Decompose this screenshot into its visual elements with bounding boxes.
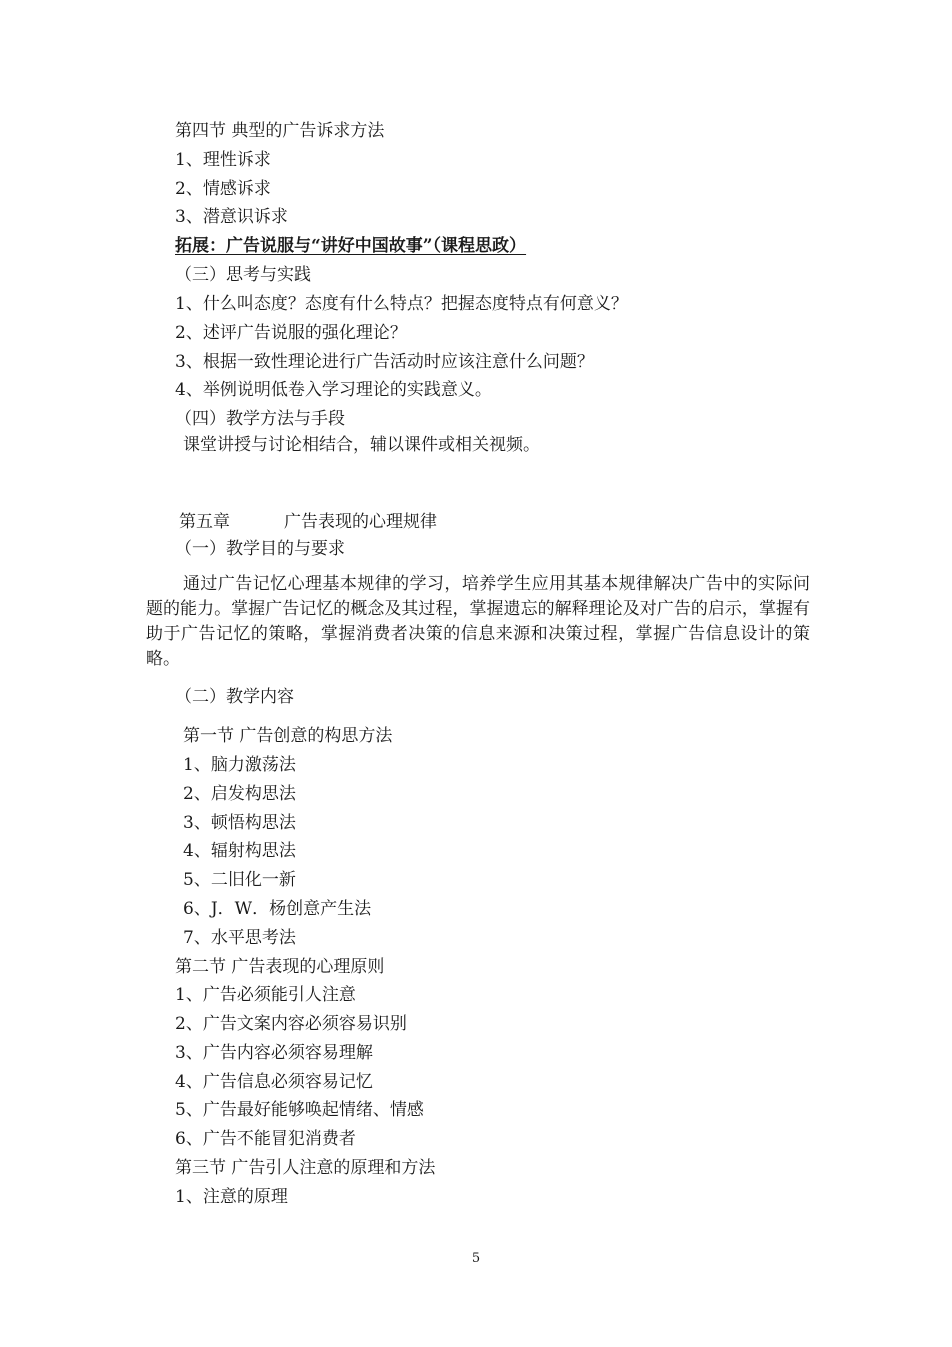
- list-item: 2、情感诉求: [175, 179, 271, 199]
- objectives-heading: （一）教学目的与要求: [175, 539, 345, 559]
- list-item: 1、什么叫态度？态度有什么特点？把握态度特点有何意义？: [175, 294, 628, 314]
- extension-heading: 拓展：广告说服与“讲好中国故事”（课程思政）: [175, 236, 527, 256]
- list-item: 2、述评广告说服的强化理论？: [175, 323, 407, 343]
- list-item: 3、潜意识诉求: [175, 207, 288, 227]
- list-item: 3、广告内容必须容易理解: [175, 1043, 373, 1063]
- list-item: 4、举例说明低卷入学习理论的实践意义。: [175, 380, 492, 400]
- list-item: 6、广告不能冒犯消费者: [175, 1129, 356, 1149]
- list-item: 2、启发构思法: [183, 784, 296, 804]
- list-item: 6、J．W．杨创意产生法: [183, 899, 372, 919]
- section-heading: 第二节 广告表现的心理原则: [175, 957, 385, 977]
- list-item: 4、广告信息必须容易记忆: [175, 1072, 373, 1092]
- list-item: 1、注意的原理: [175, 1187, 288, 1207]
- list-item: 2、广告文案内容必须容易识别: [175, 1014, 407, 1034]
- list-item: 1、理性诉求: [175, 150, 271, 170]
- list-item: 7、水平思考法: [183, 928, 296, 948]
- chapter-title: 广告表现的心理规律: [284, 512, 437, 532]
- methods-heading: （四）教学方法与手段: [175, 409, 345, 429]
- section-heading: 第一节 广告创意的构思方法: [183, 726, 393, 746]
- list-item: 5、二旧化一新: [183, 870, 296, 890]
- practice-heading: （三）思考与实践: [175, 265, 311, 285]
- section-heading: 第三节 广告引人注意的原理和方法: [175, 1158, 436, 1178]
- list-item: 1、广告必须能引人注意: [175, 985, 356, 1005]
- objectives-paragraph: 通过广告记忆心理基本规律的学习，培养学生应用其基本规律解决广告中的实际问题的能力。掌握广告记忆的概念及其过程，掌握遗忘的解释理论及对广告的启示，掌握有助于广告记忆的策略，掌握消费者决策的信息来源和决策过程，掌握广告信息设计的策略。: [146, 574, 810, 669]
- list-item: 3、顿悟构思法: [183, 813, 296, 833]
- methods-text: 课堂讲授与讨论相结合，辅以课件或相关视频。: [183, 435, 540, 455]
- content-heading: （二）教学内容: [175, 687, 294, 707]
- list-item: 5、广告最好能够唤起情绪、情感: [175, 1100, 424, 1120]
- list-item: 4、辐射构思法: [183, 841, 296, 861]
- chapter-label: 第五章: [179, 512, 230, 532]
- page-number: 5: [471, 1251, 481, 1266]
- list-item: 3、根据一致性理论进行广告活动时应该注意什么问题？: [175, 352, 594, 372]
- section-heading: 第四节 典型的广告诉求方法: [175, 121, 385, 141]
- list-item: 1、脑力激荡法: [183, 755, 296, 775]
